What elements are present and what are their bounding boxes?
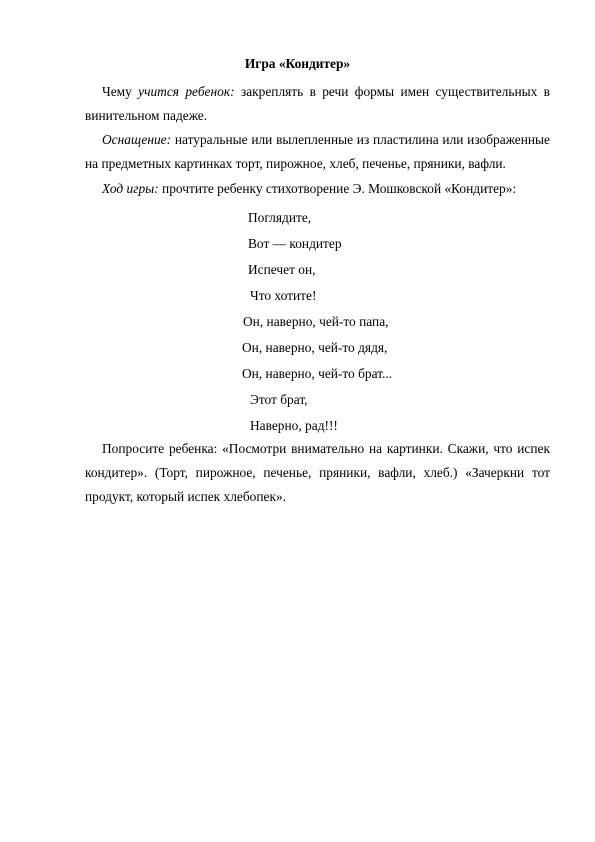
poem-line: Поглядите, <box>248 210 312 225</box>
learning-goal-lead: Чему <box>102 84 139 99</box>
procedure-label: Ход игры: <box>102 181 159 196</box>
paragraph-learning-goal <box>85 80 550 128</box>
poem-line: Он, наверно, чей-то брат... <box>242 366 393 381</box>
poem <box>240 205 440 439</box>
poem-line: Этот брат, <box>250 392 308 407</box>
document-title: Игра «Кондитер» <box>244 56 351 71</box>
equipment-text: натуральные или вылепленные из пластилина или изображенные на предметных картинках торт, пирожное, хлеб, печенье, пряники, вафли. <box>85 132 550 172</box>
poem-line: Что хотите! <box>250 288 317 303</box>
poem-line: Он, наверно, чей-то папа, <box>243 314 389 329</box>
equipment-label: Оснащение: <box>102 132 172 147</box>
learning-goal-text: закреплять в речи формы имен существительных в винительном падеже. <box>85 84 550 124</box>
paragraph-instruction: Попросите ребенка: «Посмотри внимательно на картинки. Скажи, что испек кондитер». (Торт, пирожное, печенье, пряники, вафли, хлеб.) «Зачеркни тот продукт, который испек хлебопек». <box>85 441 550 505</box>
poem-line: Наверно, рад!!! <box>250 418 338 433</box>
poem-line: Он, наверно, чей-то дядя, <box>242 340 388 355</box>
poem-line: Испечет он, <box>248 262 316 277</box>
procedure-text: прочтите ребенку стихотворение Э. Мошковской «Кондитер»: <box>158 181 517 196</box>
paragraph-game-procedure <box>85 177 550 201</box>
learning-goal-label: учится ребенок: <box>138 84 235 99</box>
paragraph-equipment <box>85 128 550 176</box>
poem-line: Вот — кондитер <box>248 236 342 251</box>
